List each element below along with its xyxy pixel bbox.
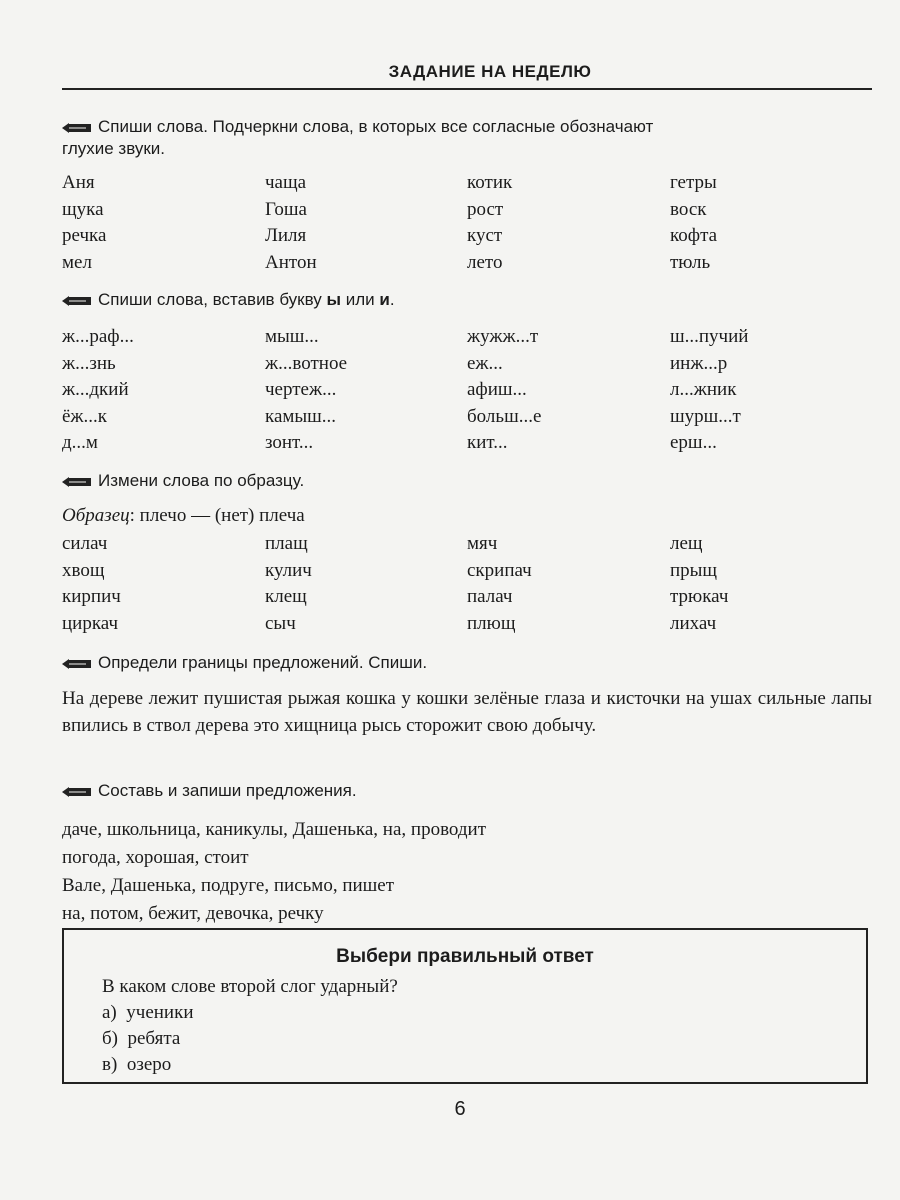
word-cell: клещ xyxy=(265,586,307,607)
task-2-text-after: . xyxy=(389,290,395,309)
word-cell: плащ xyxy=(265,533,308,554)
answer-question: В каком слове второй слог ударный? xyxy=(102,976,398,997)
task-5-line: на, потом, бежит, девочка, речку xyxy=(62,903,324,924)
task-4-instruction xyxy=(62,652,872,674)
word-cell: чаща xyxy=(265,172,307,193)
pencil-icon xyxy=(62,122,92,134)
task-1-line-1: Спиши слова. Подчеркни слова, в которых все согласные обозначают xyxy=(98,117,654,136)
word-cell: палач xyxy=(467,586,513,607)
task-4-paragraph: На дереве лежит пушистая рыжая кошка у кошки зелёные глаза и кисточки на ушах сильные лапы впились в ствол дерева это хищница рысь сторожит свою добычу. xyxy=(62,688,872,736)
task-3-word-grid xyxy=(62,531,872,637)
task-4-instruction-text: Определи границы предложений. Спиши. xyxy=(98,653,428,672)
word-cell: гетры xyxy=(670,172,717,193)
word-cell: трюкач xyxy=(670,586,729,607)
word-cell: воск xyxy=(670,198,707,220)
pencil-icon xyxy=(62,786,92,798)
word-cell: Гоша xyxy=(265,198,307,220)
word-cell: л...жник xyxy=(670,379,737,400)
word-cell: Лиля xyxy=(265,225,307,246)
word-cell: речка xyxy=(62,225,107,246)
answer-option-b xyxy=(102,1026,398,1052)
word-cell: ерш... xyxy=(670,432,717,453)
header-divider xyxy=(62,88,872,90)
task-5-instruction-text: Составь и запиши предложения. xyxy=(98,781,357,800)
word-cell: кулич xyxy=(265,559,312,581)
task-2-text-middle: или xyxy=(341,290,380,309)
answer-box-question-block xyxy=(102,974,398,1078)
task-2-instruction xyxy=(62,289,872,311)
word-cell: жужж...т xyxy=(467,326,539,347)
task-1-instruction xyxy=(62,116,872,160)
word-cell: прыщ xyxy=(670,559,718,581)
word-cell: лето xyxy=(467,251,503,273)
word-cell: мяч xyxy=(467,533,498,554)
option-letter: а) xyxy=(102,1002,117,1023)
page-number: 6 xyxy=(454,1098,466,1120)
task-5-lines xyxy=(62,816,486,928)
pencil-icon xyxy=(62,476,92,488)
word-cell: лещ xyxy=(670,533,703,554)
word-cell: д...м xyxy=(62,432,98,453)
page-header-title: ЗАДАНИЕ НА НЕДЕЛЮ xyxy=(388,62,592,81)
word-cell: щука xyxy=(62,198,104,220)
word-cell: хвощ xyxy=(62,559,105,581)
word-cell: чертеж... xyxy=(265,379,337,400)
word-cell: инж...р xyxy=(670,352,728,374)
word-cell: ш...пучий xyxy=(670,326,749,347)
sample-text: : плечо — (нет) плеча xyxy=(129,505,305,526)
word-cell: зонт... xyxy=(265,432,314,453)
task-2-text-before: Спиши слова, вставив букву xyxy=(98,290,327,309)
pencil-icon xyxy=(62,295,92,307)
word-cell: лихач xyxy=(670,612,717,634)
word-cell: еж... xyxy=(467,352,503,374)
word-cell: ёж...к xyxy=(62,405,108,427)
sample-label: Образец xyxy=(62,505,130,526)
word-cell: тюль xyxy=(670,251,711,273)
word-cell: ж...раф... xyxy=(62,326,134,347)
task-5-instruction xyxy=(62,780,872,802)
task-2-letter-i: и xyxy=(379,290,390,309)
option-text: ребята xyxy=(127,1028,181,1049)
word-cell: куст xyxy=(467,225,503,246)
word-cell: афиш... xyxy=(467,379,527,400)
word-cell: скрипач xyxy=(467,559,532,581)
word-cell: камыш... xyxy=(265,405,337,427)
task-5-line: Вале, Дашенька, подруге, письмо, пишет xyxy=(62,875,395,896)
task-5-line: погода, хорошая, стоит xyxy=(62,847,249,868)
word-cell: мел xyxy=(62,251,92,273)
word-cell: ж...вотное xyxy=(265,352,348,374)
word-cell: котик xyxy=(467,172,513,193)
option-text: озеро xyxy=(126,1054,172,1075)
word-cell: ж...знь xyxy=(62,352,116,374)
word-cell: Антон xyxy=(265,251,317,273)
answer-option-a xyxy=(102,1000,398,1026)
word-cell: плющ xyxy=(467,612,516,634)
word-cell: сыч xyxy=(265,612,296,634)
task-5-line: даче, школьница, каникулы, Дашенька, на, проводит xyxy=(62,819,487,840)
word-cell: кирпич xyxy=(62,586,121,607)
word-cell: ж...дкий xyxy=(62,379,129,400)
task-3-instruction xyxy=(62,470,872,492)
word-cell: шурш...т xyxy=(670,405,741,427)
answer-box-title: Выбери правильный ответ xyxy=(336,946,594,967)
task-3-instruction-text: Измени слова по образцу. xyxy=(98,471,305,490)
answer-box xyxy=(62,928,868,1084)
word-cell: кит... xyxy=(467,432,508,453)
task-2-letter-y: ы xyxy=(326,290,342,309)
task-3-sample xyxy=(62,505,305,527)
word-cell: рост xyxy=(467,198,504,220)
option-letter: в) xyxy=(102,1054,118,1075)
answer-option-c xyxy=(102,1052,398,1078)
task-1-line-2: глухие звуки. xyxy=(62,139,166,158)
task-2-word-grid xyxy=(62,324,872,457)
word-cell: мыш... xyxy=(265,326,319,347)
word-cell: кофта xyxy=(670,225,718,246)
option-text: ученики xyxy=(126,1002,194,1023)
word-cell: Аня xyxy=(62,172,95,193)
word-cell: больш...е xyxy=(467,405,542,427)
task-1-word-grid xyxy=(62,170,872,276)
option-letter: б) xyxy=(102,1028,118,1049)
word-cell: циркач xyxy=(62,612,119,634)
word-cell: силач xyxy=(62,533,108,554)
pencil-icon xyxy=(62,658,92,670)
